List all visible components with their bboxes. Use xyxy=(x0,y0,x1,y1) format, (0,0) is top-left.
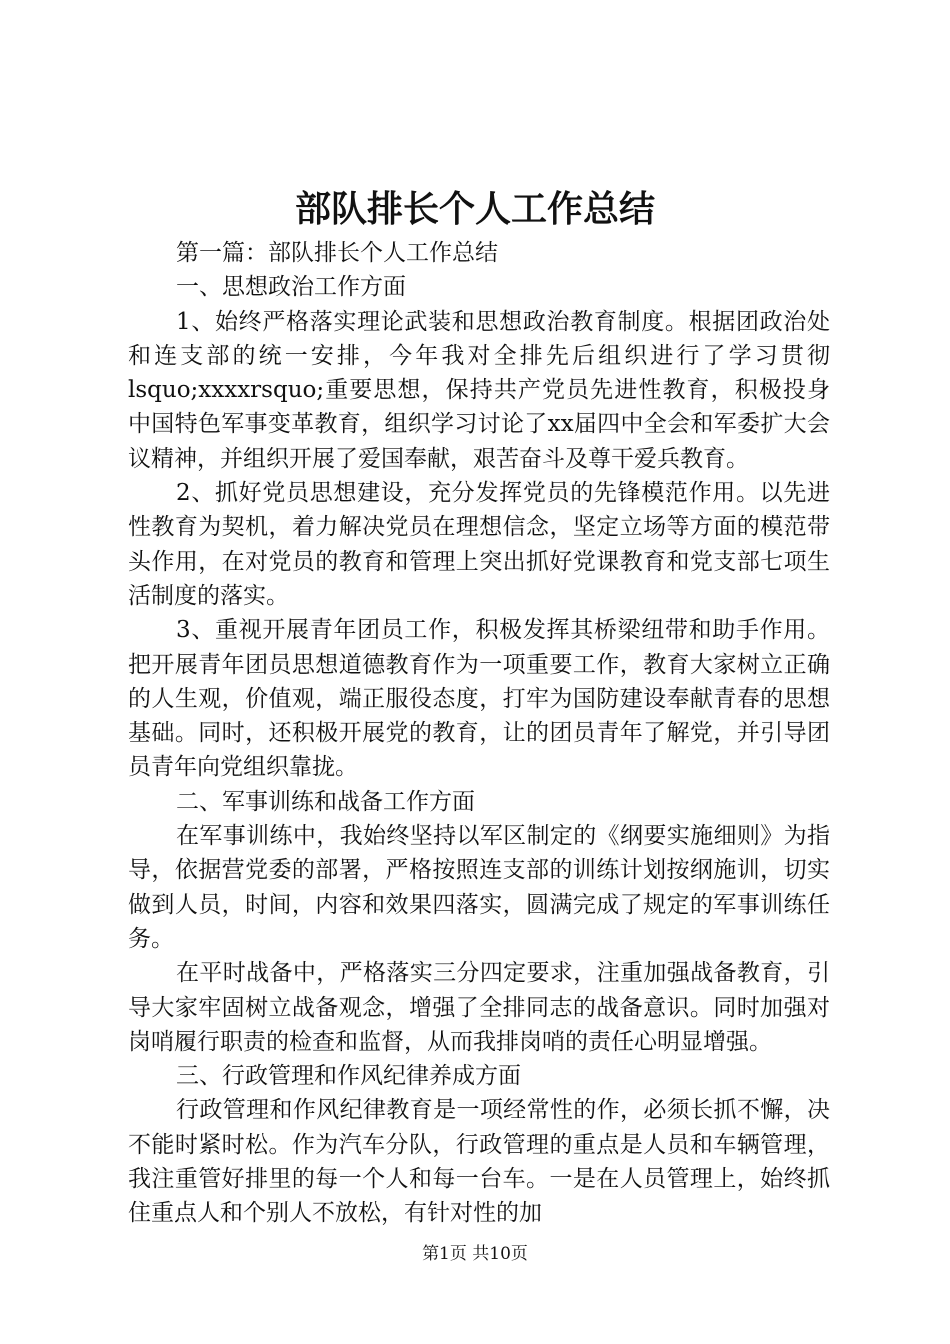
document-body xyxy=(128,236,830,1231)
body-paragraph: 在军事训练中，我始终坚持以军区制定的《纲要实施细则》为指导，依据营党委的部署，严格按照连支部的训练计划按纲施训，切实做到人员，时间，内容和效果四落实，圆满完成了规定的军事训练任务。 xyxy=(128,823,830,952)
section-heading: 三、行政管理和作风纪律养成方面 xyxy=(176,1063,521,1090)
body-paragraph: 2、抓好党员思想建设，充分发挥党员的先锋模范作用。以先进性教育为契机，着力解决党员在理想信念，坚定立场等方面的模范带头作用，在对党员的教育和管理上突出抓好党课教育和党支部七项生活制度的落实。 xyxy=(128,480,830,609)
page-footer: 第1页 共10页 xyxy=(422,1244,528,1264)
document-title: 部队排长个人工作总结 xyxy=(294,188,655,230)
section-heading: 第一篇：部队排长个人工作总结 xyxy=(176,240,498,266)
body-paragraph: 在平时战备中，严格落实三分四定要求，注重加强战备教育，引导大家牢固树立战备观念，增强了全排同志的战备意识。同时加强对岗哨履行职责的检查和监督，从而我排岗哨的责任心明显增强。 xyxy=(128,960,830,1055)
body-paragraph: 3、重视开展青年团员工作，积极发挥其桥梁纽带和助手作用。把开展青年团员思想道德教育作为一项重要工作，教育大家树立正确的人生观，价值观，端正服役态度，打牢为国防建设奉献青春的思想基础。同时，还积极开展党的教育，让的团员青年了解党，并引导团员青年向党组织靠拢。 xyxy=(128,617,830,781)
section-heading: 一、思想政治工作方面 xyxy=(176,274,406,301)
section-heading: 二、军事训练和战备工作方面 xyxy=(176,788,475,815)
body-paragraph: 1、始终严格落实理论武装和思想政治教育制度。根据团政治处和连支部的统一安排，今年我对全排先后组织进行了学习贯彻lsquo;xxxxrsquo;重要思想，保持共产党员先进性教育，积极投身中国特色军事变革教育，组织学习讨论了xx届四中全会和军委扩大会议精神，并组织开展了爱国奉献，艰苦奋斗及尊干爱兵教育。 xyxy=(128,308,830,472)
body-paragraph: 行政管理和作风纪律教育是一项经常性的作，必须长抓不懈，决不能时紧时松。作为汽车分队，行政管理的重点是人员和车辆管理，我注重管好排里的每一个人和每一台车。一是在人员管理上，始终抓住重点人和个别人不放松，有针对性的加 xyxy=(128,1097,830,1227)
